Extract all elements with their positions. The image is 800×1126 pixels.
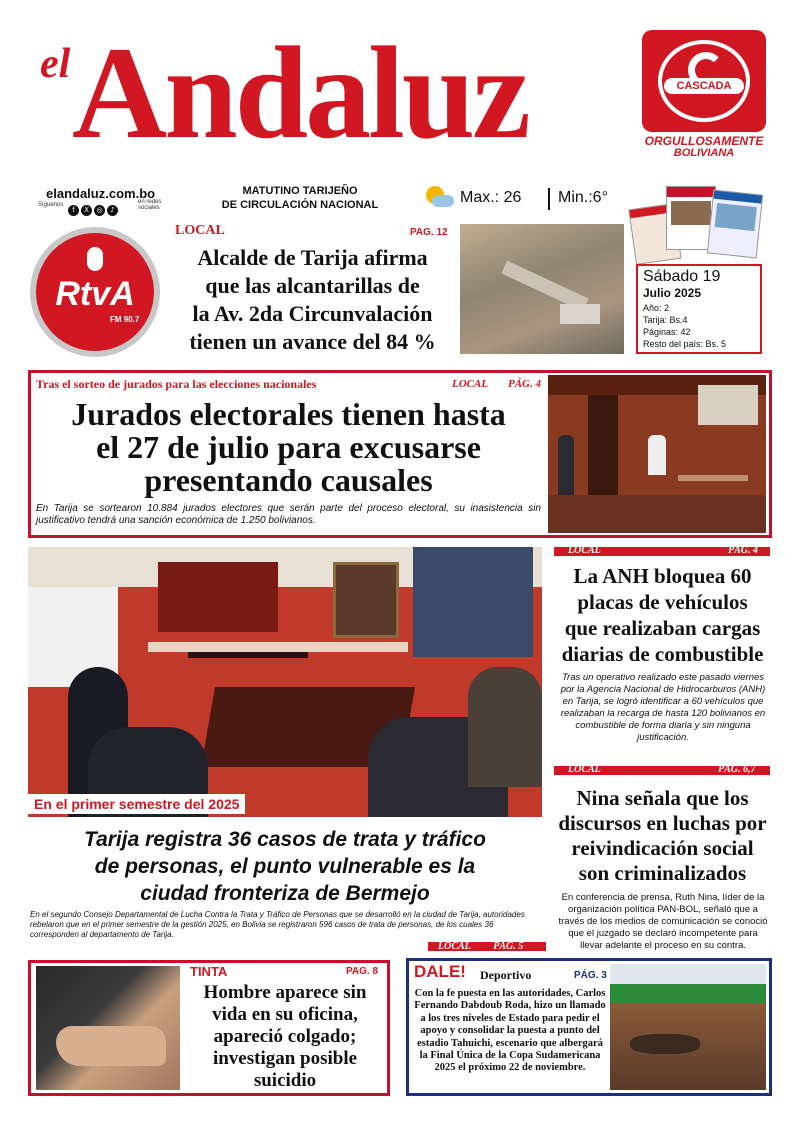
rtva-freq: FM 90.7	[110, 315, 140, 324]
edition-day: Sábado 19	[643, 268, 721, 285]
story5-page: PÁG. 6,7	[718, 764, 756, 775]
story4-headline[interactable]: La ANH bloquea 60 placas de vehículos que realizaban cargas diarias de combustible	[561, 564, 764, 666]
social-icons	[68, 199, 120, 217]
weather-min: Min.:6°	[558, 189, 608, 206]
follow-label: Síguenos	[38, 202, 64, 208]
x-icon[interactable]: X	[81, 205, 92, 216]
story6-section: TINTA	[190, 964, 228, 979]
story2-body: En Tarija se sortearon 10.884 jurados electores que serán parte del proceso electoral, su inasistencia sin justificativo tendrá una sanción económica de 1.250 bolivianos.	[36, 503, 541, 526]
story2-headline[interactable]: Jurados electorales tienen hasta el 27 de julio para excusarse presentando causales	[71, 396, 506, 498]
website[interactable]: elandaluz.com.bo	[46, 186, 156, 201]
story7-photo[interactable]	[610, 964, 766, 1090]
social-label: en redes sociales	[138, 199, 162, 211]
cascada-ad[interactable]	[638, 30, 770, 160]
rtva-logo: RtvA	[55, 275, 135, 313]
story2-section: LOCAL	[452, 378, 489, 390]
story2-page: PÁG. 4	[508, 378, 541, 390]
story5-body: En conferencia de prensa, Ruth Nina, líder de la organización política PAN-BOL, señaló que a través de los medios de comunicación se conoció que el juzgado se declaró incompetente para llevar adelante el proceso en su contra.	[558, 892, 768, 951]
cascada-line1: ORGULLOSAMENTE	[644, 134, 764, 148]
story1-headline[interactable]: Alcalde de Tarija afirma que las alcantarillas de la Av. 2da Circunvalación tienen un avance del 84 %	[189, 245, 436, 354]
edition-year: Año: 2	[643, 303, 670, 313]
story3-headline[interactable]: Tarija registra 36 casos de trata y tráfico de personas, el punto vulnerable es la ciudad fronteriza de Bermejo	[84, 828, 486, 905]
story3-section: LOCAL PÁG. 5	[438, 941, 524, 952]
story4-body: Tras un operativo realizado este pasado viernes por la Agencia Nacional de Hidrocarburos (ANH) en Tarija, se logró identificar a 60 vehículos que realizaban la recarga de hasta 120 bolivianos en combustible de forma diaria y sin ninguna justificación.	[560, 672, 766, 743]
story6-headline[interactable]: Hombre aparece sin vida en su oficina, apareció colgado; investigan posible suicidio	[203, 982, 367, 1091]
microphone-icon	[87, 247, 103, 271]
story5-headline[interactable]: Nina señala que los discursos en luchas por reivindicación social son criminalizados	[558, 786, 767, 885]
newspaper-thumbnails	[630, 184, 770, 264]
edition-month: Julio 2025	[643, 286, 702, 300]
story4-section: LOCAL	[568, 545, 601, 556]
story7-body[interactable]: Con la fe puesta en las autoridades, Carlos Fernando Dabdoub Roda, hizo un llamado a los tres niveles de Estado para pedir el apoyo y consolidar la puesta a punto del estadio Tahuichi, escenario que albergará la Final Única de la Copa Sudamericana 2025 el próximo 22 de noviembre.	[414, 988, 606, 1074]
masthead	[20, 20, 630, 185]
facebook-icon[interactable]: f	[68, 205, 79, 216]
story1-page: PAG. 12	[410, 227, 448, 238]
cascada-brand: CASCADA	[664, 78, 744, 94]
masthead-title: Andaluz	[72, 19, 528, 166]
story6-page: PAG. 8	[346, 966, 379, 977]
story1-photo[interactable]	[460, 224, 624, 354]
story7-section: Deportivo	[480, 968, 532, 982]
edition-pages: Páginas: 42	[643, 327, 691, 337]
story3-body: En el segundo Consejo Departamental de Lucha Contra la Trata y Tráfico de Personas que se desarrolló en la ciudad de Tarija, autoridades rebelaron que en el primer semestre de la gestión 2025, en Bolivia se registraron 596 casos de trata de personas, de los cuales 36 corresponden al departamento de Tarija.	[30, 910, 525, 939]
tiktok-icon[interactable]: ♪	[107, 205, 118, 216]
story4-page: PÁG. 4	[728, 545, 758, 556]
weather-max: Max.: 26	[460, 189, 522, 206]
story3-photo[interactable]	[28, 547, 542, 817]
tagline-1: MATUTINO TARIJEÑO	[242, 185, 358, 197]
story7-page: PÁG. 3	[574, 970, 607, 981]
story1-section: LOCAL	[175, 223, 225, 238]
tagline-2: DE CIRCULACIÓN NACIONAL	[221, 199, 379, 211]
sun-cloud-icon	[422, 186, 454, 210]
instagram-icon[interactable]: ◎	[94, 205, 105, 216]
cascada-line2: BOLIVIANA	[673, 147, 735, 159]
edition-price-tarija: Tarija: Bs.4	[643, 315, 688, 325]
story5-section: LOCAL	[568, 764, 601, 775]
story3-photo-caption: En el primer semestre del 2025	[28, 794, 245, 814]
story2-kicker: Tras el sorteo de jurados para las elecciones nacionales	[36, 377, 317, 391]
story6-photo[interactable]	[36, 966, 180, 1090]
masthead-prefix: el	[40, 41, 71, 87]
rtva-ad[interactable]	[30, 227, 160, 357]
story2-photo[interactable]	[548, 375, 766, 533]
edition-price-rest: Resto del país: Bs. 5	[643, 339, 727, 349]
story7-brand: DALE!	[414, 962, 466, 981]
edition-box	[636, 264, 762, 354]
